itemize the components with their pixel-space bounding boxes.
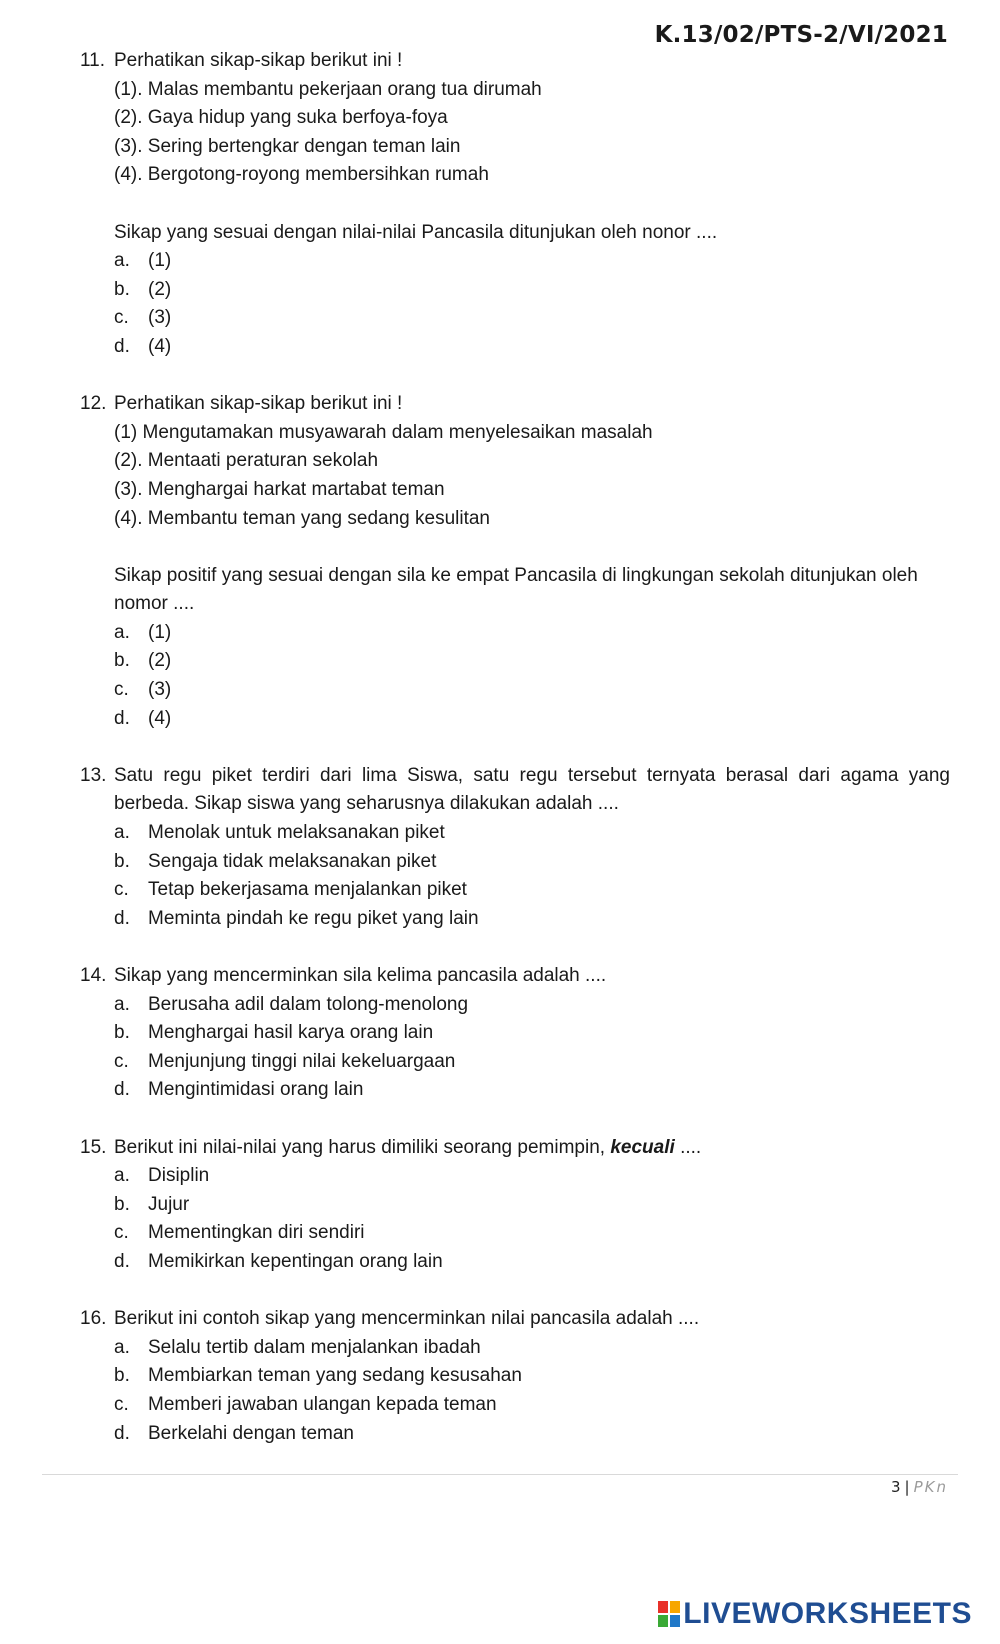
prompt-text: Berikut ini nilai-nilai yang harus dimiliki seorang pemimpin, xyxy=(114,1136,606,1158)
option-a[interactable] xyxy=(114,247,950,276)
question-number: 15. xyxy=(80,1136,107,1158)
option-letter: a. xyxy=(114,1336,130,1358)
option-b[interactable] xyxy=(114,1191,950,1220)
option-letter: d. xyxy=(114,707,130,729)
option-text: (1) xyxy=(148,621,172,643)
statement-item: (4). Bergotong-royong membersihkan rumah xyxy=(114,164,489,186)
option-letter: c. xyxy=(114,1393,129,1415)
option-text: (4) xyxy=(148,707,172,729)
option-text: (2) xyxy=(148,278,172,300)
question-list xyxy=(80,47,950,1448)
option-d[interactable] xyxy=(114,1076,950,1105)
answer-options xyxy=(80,619,950,733)
page-number: 3 xyxy=(891,1478,901,1496)
statement-item: (2). Gaya hidup yang suka berfoya-foya xyxy=(114,107,448,129)
statement-item: (4). Membantu teman yang sedang kesulitan xyxy=(114,507,490,529)
answer-options xyxy=(80,991,950,1105)
answer-options xyxy=(80,1334,950,1448)
option-letter: d. xyxy=(114,1422,130,1444)
statement-item: (2). Mentaati peraturan sekolah xyxy=(114,450,379,472)
option-text: Mengintimidasi orang lain xyxy=(148,1079,364,1101)
option-text: Berkelahi dengan teman xyxy=(148,1422,354,1444)
option-b[interactable] xyxy=(114,276,950,305)
option-text: (3) xyxy=(148,679,172,701)
question-14 xyxy=(80,962,950,1105)
option-letter: c. xyxy=(114,307,129,329)
option-letter: d. xyxy=(114,335,130,357)
question-16 xyxy=(80,1305,950,1448)
question-number: 12. xyxy=(80,393,107,415)
answer-options xyxy=(80,247,950,361)
option-d[interactable] xyxy=(114,905,950,934)
option-letter: b. xyxy=(114,278,130,300)
option-text: (2) xyxy=(148,650,172,672)
question-text: Sikap positif yang sesuai dengan sila ke empat Pancasila di lingkungan sekolah ditunjukan oleh nomor .... xyxy=(114,564,918,615)
option-letter: a. xyxy=(114,1165,130,1187)
question-prompt: Perhatikan sikap-sikap berikut ini ! xyxy=(114,50,403,71)
option-d[interactable] xyxy=(114,1420,950,1449)
option-letter: a. xyxy=(114,621,130,643)
option-a[interactable] xyxy=(114,819,950,848)
option-letter: b. xyxy=(114,650,130,672)
question-number: 11. xyxy=(80,50,106,71)
option-c[interactable] xyxy=(114,876,950,905)
option-text: Menolak untuk melaksanakan piket xyxy=(148,822,445,844)
question-12 xyxy=(80,390,950,733)
statement-item: (3). Sering bertengkar dengan teman lain xyxy=(114,135,461,157)
prompt-ellipsis: .... xyxy=(680,1136,702,1158)
subject-label: PKn xyxy=(913,1478,948,1496)
statement-item: (1). Malas membantu pekerjaan orang tua dirumah xyxy=(114,78,542,100)
option-text: Berusaha adil dalam tolong-menolong xyxy=(148,993,469,1015)
statement-list xyxy=(80,76,950,248)
statement-item: (1) Mengutamakan musyawarah dalam menyelesaikan masalah xyxy=(114,421,653,443)
option-letter: b. xyxy=(114,1193,130,1215)
question-number: 16. xyxy=(80,1308,107,1330)
option-letter: a. xyxy=(114,822,130,844)
option-text: Memberi jawaban ulangan kepada teman xyxy=(148,1393,497,1415)
option-text: Meminta pindah ke regu piket yang lain xyxy=(148,907,479,929)
answer-options xyxy=(80,819,950,933)
question-number: 14. xyxy=(80,965,107,986)
option-text: Membiarkan teman yang sedang kesusahan xyxy=(148,1365,522,1387)
option-a[interactable] xyxy=(114,619,950,648)
statement-item: (3). Menghargai harkat martabat teman xyxy=(114,478,445,500)
option-text: Tetap bekerjasama menjalankan piket xyxy=(148,879,467,901)
option-b[interactable] xyxy=(114,848,950,877)
option-a[interactable] xyxy=(114,1162,950,1191)
question-13 xyxy=(80,762,950,934)
question-15 xyxy=(80,1134,950,1277)
option-d[interactable] xyxy=(114,1248,950,1277)
option-text: Menjunjung tinggi nilai kekeluargaan xyxy=(148,1050,456,1072)
option-d[interactable] xyxy=(114,705,950,734)
option-text: Jujur xyxy=(148,1193,190,1215)
option-text: Sengaja tidak melaksanakan piket xyxy=(148,850,437,872)
option-letter: d. xyxy=(114,907,130,929)
option-c[interactable] xyxy=(114,304,950,333)
question-prompt xyxy=(114,1134,950,1163)
brand-name: LIVEWORKSHEETS xyxy=(683,1597,972,1630)
option-letter: c. xyxy=(114,679,129,701)
footer-separator: | xyxy=(904,1478,910,1496)
prompt-keyword: kecuali xyxy=(610,1136,675,1158)
option-letter: c. xyxy=(114,1050,129,1072)
option-c[interactable] xyxy=(114,676,950,705)
option-c[interactable] xyxy=(114,1219,950,1248)
question-text: Sikap yang sesuai dengan nilai-nilai Pancasila ditunjukan oleh nonor .... xyxy=(114,221,718,243)
question-number: 13. xyxy=(80,764,107,786)
option-text: Selalu tertib dalam menjalankan ibadah xyxy=(148,1336,481,1358)
option-b[interactable] xyxy=(114,1362,950,1391)
footer-divider xyxy=(42,1474,958,1475)
option-b[interactable] xyxy=(114,647,950,676)
question-11 xyxy=(80,47,950,362)
question-prompt: Satu regu piket terdiri dari lima Siswa, satu regu tersebut ternyata berasal dari agama yang berbeda. Sikap siswa yang seharusnya dilakukan adalah .... xyxy=(114,764,950,815)
option-a[interactable] xyxy=(114,991,950,1020)
option-letter: b. xyxy=(114,850,130,872)
liveworksheets-brand[interactable] xyxy=(658,1597,972,1631)
option-text: Menghargai hasil karya orang lain xyxy=(148,1022,434,1044)
statement-list xyxy=(80,419,950,619)
option-text: Memikirkan kepentingan orang lain xyxy=(148,1250,443,1272)
option-c[interactable] xyxy=(114,1391,950,1420)
question-prompt: Perhatikan sikap-sikap berikut ini ! xyxy=(114,393,403,415)
document-code: K.13/02/PTS-2/VI/2021 xyxy=(654,22,948,48)
option-letter: b. xyxy=(114,1022,130,1044)
option-letter: d. xyxy=(114,1079,130,1101)
option-letter: a. xyxy=(114,250,130,272)
option-a[interactable] xyxy=(114,1334,950,1363)
page-footer xyxy=(891,1478,948,1496)
option-text: Disiplin xyxy=(148,1165,210,1187)
option-c[interactable] xyxy=(114,1048,950,1077)
answer-options xyxy=(80,1162,950,1276)
option-text: (3) xyxy=(148,307,172,329)
option-letter: d. xyxy=(114,1250,130,1272)
question-prompt: Sikap yang mencerminkan sila kelima pancasila adalah .... xyxy=(114,965,607,986)
option-d[interactable] xyxy=(114,333,950,362)
liveworksheets-logo-icon xyxy=(658,1601,680,1627)
option-text: (1) xyxy=(148,250,172,272)
option-text: Mementingkan diri sendiri xyxy=(148,1222,365,1244)
option-text: (4) xyxy=(148,335,172,357)
option-b[interactable] xyxy=(114,1019,950,1048)
question-prompt: Berikut ini contoh sikap yang mencerminkan nilai pancasila adalah .... xyxy=(114,1308,700,1330)
option-letter: a. xyxy=(114,993,130,1015)
option-letter: c. xyxy=(114,1222,129,1244)
option-letter: b. xyxy=(114,1365,130,1387)
option-letter: c. xyxy=(114,879,129,901)
